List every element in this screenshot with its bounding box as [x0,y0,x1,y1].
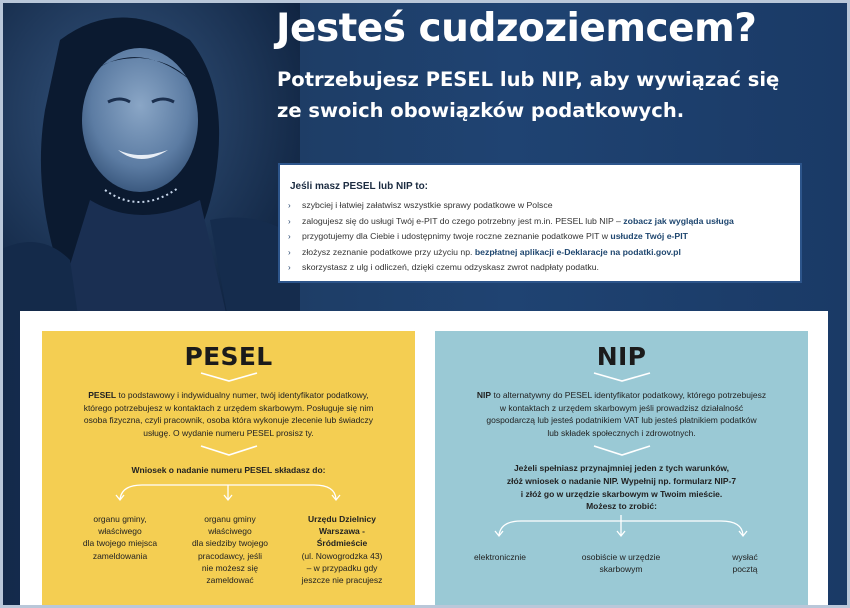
pesel-desc-line: którego potrzebujesz w kontaktach z urzędem skarbowym. Posługuje się nim [83,402,374,413]
chevron-down-icon [199,371,259,383]
benefit-text: szybciej i łatwiej załatwisz wszystkie sprawy podatkowe w Polsce [302,200,553,210]
page-headline: Jesteś cudzoziemcem? [276,6,757,51]
benefit-text: zalogujesz się do usługi Twój e-PIT do czego potrzebny jest m.in. PESEL lub NIP – [302,215,624,226]
subhead-line-1: Potrzebujesz PESEL lub NIP, aby wywiązać się [277,68,780,91]
id-panels [20,311,828,608]
list-item [288,214,800,230]
benefit-text: przygotujemy dla Ciebie i udostępnimy twoje roczne zeznanie podatkowe PIT w [302,231,611,242]
chevron-right-icon: › [288,201,291,210]
nip-desc-line: gospodarczą lub jesteś podatnikiem VAT lub jesteś płatnikiem podatków [486,415,757,426]
pesel-desc-bold: PESEL [88,390,117,400]
nip-conditions [435,462,808,512]
page-subhead [277,64,779,126]
office-line: – w przypadku gdy [306,562,378,573]
chevron-down-icon [199,442,259,458]
nip-cond-line: i złóż go w urzędzie skarbowym w Twoim mieście. [520,488,723,499]
office-line: (ul. Nowogrodzka 43) [301,550,383,561]
chevron-right-icon: › [288,232,291,242]
pesel-apply-title: Wniosek o nadanie numeru PESEL składasz do: [131,465,326,476]
office-line: jeszcze nie pracujesz [301,574,383,585]
benefit-link[interactable]: usłudze Twój e-PIT [610,231,688,242]
office-line: pracodawcy, jeśli [197,550,263,561]
list-item [288,229,800,245]
nip-desc-line: to alternatywny do PESEL identyfikator podatkowy, którego potrzebujesz [491,390,767,400]
nip-panel [435,331,808,608]
subhead-line-2: ze swoich obowiązków podatkowych. [277,99,685,122]
office-line-bold: Śródmieście [316,538,368,549]
method-line: wysłać [732,551,758,562]
pesel-panel [42,331,415,608]
benefits-box [278,163,802,283]
office-warsaw-srodmiescie [282,513,402,586]
chevron-right-icon: › [288,216,291,226]
office-line: właściwego [98,526,142,537]
chevron-down-icon [592,442,652,458]
method-line: skarbowym [599,563,643,574]
method-post [705,551,785,575]
benefits-title: Jeśli masz PESEL lub NIP to: [290,181,429,192]
office-line: nie możesz się [201,562,259,573]
benefit-text: złożysz zeznanie podatkowe przy użyciu np. [302,246,475,257]
office-line: zameldować [206,574,254,585]
chevron-down-icon [592,371,652,383]
benefits-list [288,198,800,276]
office-line: dla siedziby twojego [191,538,269,549]
list-item [288,198,800,214]
benefit-text: skorzystasz z ulg i odliczeń, dzięki czemu odzyskasz zwrot nadpłaty podatku. [302,262,599,273]
list-item [288,260,800,276]
pesel-desc-line: usługę. O wydanie numeru PESEL prosisz ty. [143,427,314,438]
nip-title: NIP [596,342,647,371]
office-line: organu gminy [204,513,256,524]
woman-photo [0,0,300,330]
office-municipality-employer [172,513,288,586]
method-line: pocztą [732,563,758,574]
benefit-link[interactable]: zobacz jak wygląda usługa [623,215,734,226]
nip-desc-bold: NIP [476,390,492,400]
nip-cond-line: Możesz to zrobić: [586,501,657,512]
office-line-bold: Warszawa - [319,526,365,537]
office-municipality-residence [62,513,178,562]
nip-cond-line: złóż wniosek o nadanie NIP. Wypełnij np. formularz NIP-7 [506,475,737,486]
office-line: właściwego [208,526,252,537]
nip-cond-line: Jeżeli spełniasz przynajmniej jeden z tych warunków, [513,463,730,474]
pesel-desc-line: osoba fizyczna, czyli pracownik, osoba która wykonuje zlecenie lub świadczy [83,415,374,426]
office-line: organu gminy, [93,513,147,524]
branch-arrows-icon [435,513,808,539]
method-line: osobiście w urzędzie [581,551,661,562]
chevron-right-icon: › [288,263,291,273]
nip-description [435,389,808,439]
nip-desc-line: w kontaktach z urzędem skarbowym jeśli prowadzisz działalność [499,402,744,413]
pesel-description [42,389,415,439]
office-line: dla twojego miejsca [82,538,158,549]
method-electronic [455,551,545,563]
method-line: elektronicznie [474,551,526,562]
woman-photo-illustration [0,0,300,330]
pesel-title: PESEL [184,342,273,371]
list-item [288,245,800,261]
chevron-right-icon: › [288,247,291,257]
branch-arrows-icon [42,477,415,503]
method-in-person [565,551,677,575]
office-line-bold: Urzędu Dzielnicy [307,513,377,524]
nip-desc-line: lub składek społecznych i zdrowotnych. [547,427,696,438]
office-line: zameldowania [92,550,148,561]
pesel-desc-line: to podstawowy i indywidualny numer, twój identyfikator podatkowy, [116,390,369,400]
benefit-link[interactable]: bezpłatnej aplikacji e-Deklaracje na podatki.gov.pl [474,246,681,257]
